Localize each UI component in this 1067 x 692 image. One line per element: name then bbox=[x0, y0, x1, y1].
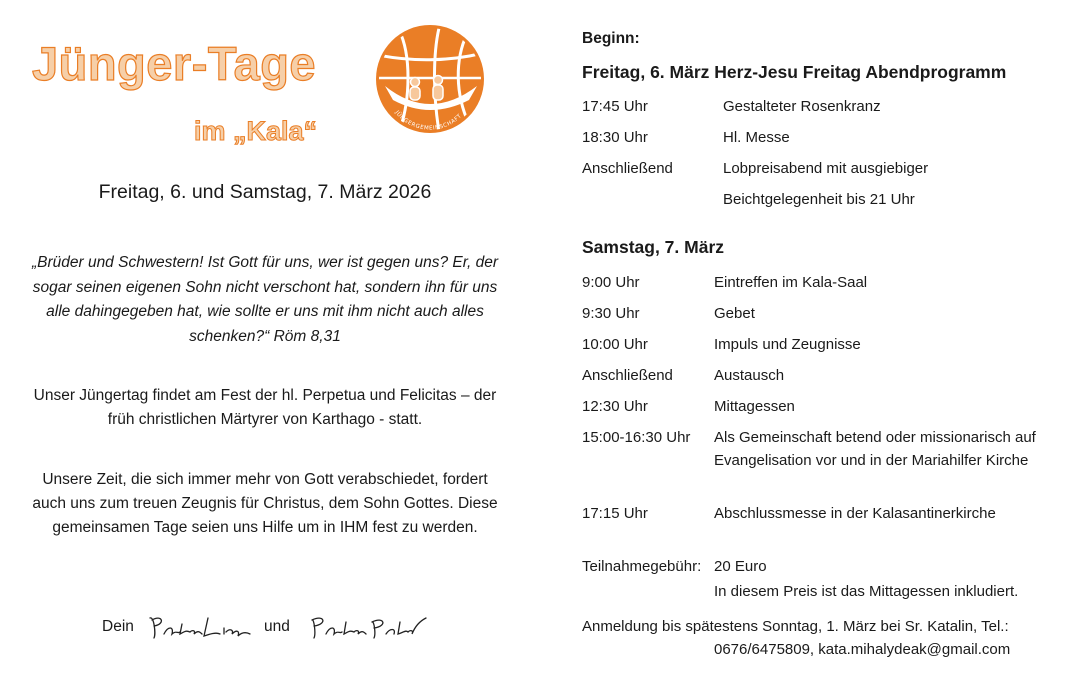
schedule-desc: Beichtgelegenheit bis 21 Uhr bbox=[723, 191, 915, 208]
community-logo bbox=[369, 24, 491, 134]
bible-quote: „Brüder und Schwestern! Ist Gott für uns, wer ist gegen uns? Er, der sogar seinen eigenen Sohn nicht verschont hat, sondern ihn für uns alle dahingegeben hat, wie sollte er uns mit ihm nicht auch alles schenken?“ Röm 8,31 bbox=[31, 254, 499, 345]
fee-amount: 20 Euro bbox=[714, 558, 767, 575]
schedule-desc: Lobpreisabend mit ausgiebiger bbox=[723, 160, 929, 177]
schedule-time: 18:30 Uhr bbox=[582, 129, 648, 146]
event-subtitle: im „Kala“ bbox=[194, 116, 318, 146]
left-panel bbox=[0, 0, 530, 692]
schedule-desc: Impuls und Zeugnisse bbox=[714, 336, 861, 353]
sign-and: und bbox=[264, 618, 290, 635]
schedule-desc: Mittagessen bbox=[714, 398, 795, 415]
schedule-time: 10:00 Uhr bbox=[582, 336, 648, 353]
schedule-desc: Eintreffen im Kala-Saal bbox=[714, 274, 868, 291]
sign-prefix: Dein bbox=[102, 618, 134, 635]
schedule-desc: Gebet bbox=[714, 305, 755, 322]
schedule-time: 12:30 Uhr bbox=[582, 398, 648, 415]
fee-note: In diesem Preis ist das Mittagessen inkludiert. bbox=[714, 583, 1019, 600]
registration-text: Anmeldung bis spätestens Sonntag, 1. März bei Sr. Katalin, Tel.: bbox=[582, 618, 1009, 635]
schedule-time: 15:00-16:30 Uhr bbox=[582, 429, 691, 446]
signature-pater-peter bbox=[308, 612, 428, 642]
intro-paragraph: Unser Jüngertag findet am Fest der hl. Perpetua und Felicitas – der früh christlichen Märtyrer von Karthago - statt. bbox=[33, 387, 497, 428]
schedule-desc: Hl. Messe bbox=[723, 129, 790, 146]
begin-label: Beginn: bbox=[582, 30, 640, 47]
registration-contact: 0676/6475809, kata.mihalydeak@gmail.com bbox=[714, 641, 1011, 658]
schedule-desc: Austausch bbox=[714, 367, 785, 384]
friday-heading: Freitag, 6. März Herz-Jesu Freitag Abendprogramm bbox=[582, 62, 1007, 82]
schedule-time: Anschließend bbox=[582, 367, 673, 384]
schedule-time: 9:30 Uhr bbox=[582, 305, 640, 322]
event-dates: Freitag, 6. und Samstag, 7. März 2026 bbox=[98, 181, 432, 203]
schedule-time: 17:45 Uhr bbox=[582, 98, 648, 115]
event-title: Jünger-Tage bbox=[32, 37, 317, 90]
svg-text:JÜNGERGEMEINSCHAFT: JÜNGERGEMEINSCHAFT bbox=[393, 109, 464, 132]
schedule-desc: Abschlussmesse in der Kalasantinerkirche bbox=[714, 505, 996, 522]
schedule-desc: Gestalteter Rosenkranz bbox=[723, 98, 881, 115]
right-panel bbox=[582, 0, 1052, 692]
schedule-desc: Als Gemeinschaft betend oder missionarisch auf Evangelisation vor und in der Mariahilfer Kirche bbox=[714, 429, 1036, 469]
saturday-heading: Samstag, 7. März bbox=[582, 237, 724, 257]
purpose-paragraph: Unsere Zeit, die sich immer mehr von Gott verabschiedet, fordert auch uns zum treuen Zeugnis für Christus, dem Sohn Gottes. Diese gemeinsamen Tage seien uns Hilfe um in IHM fest zu werden. bbox=[32, 471, 498, 536]
fee-label: Teilnahmegebühr: bbox=[582, 558, 702, 575]
schedule-time: 17:15 Uhr bbox=[582, 505, 648, 522]
signature-pater-lier bbox=[146, 612, 252, 642]
schedule-time: 9:00 Uhr bbox=[582, 274, 640, 291]
schedule-time: Anschließend bbox=[582, 160, 673, 177]
